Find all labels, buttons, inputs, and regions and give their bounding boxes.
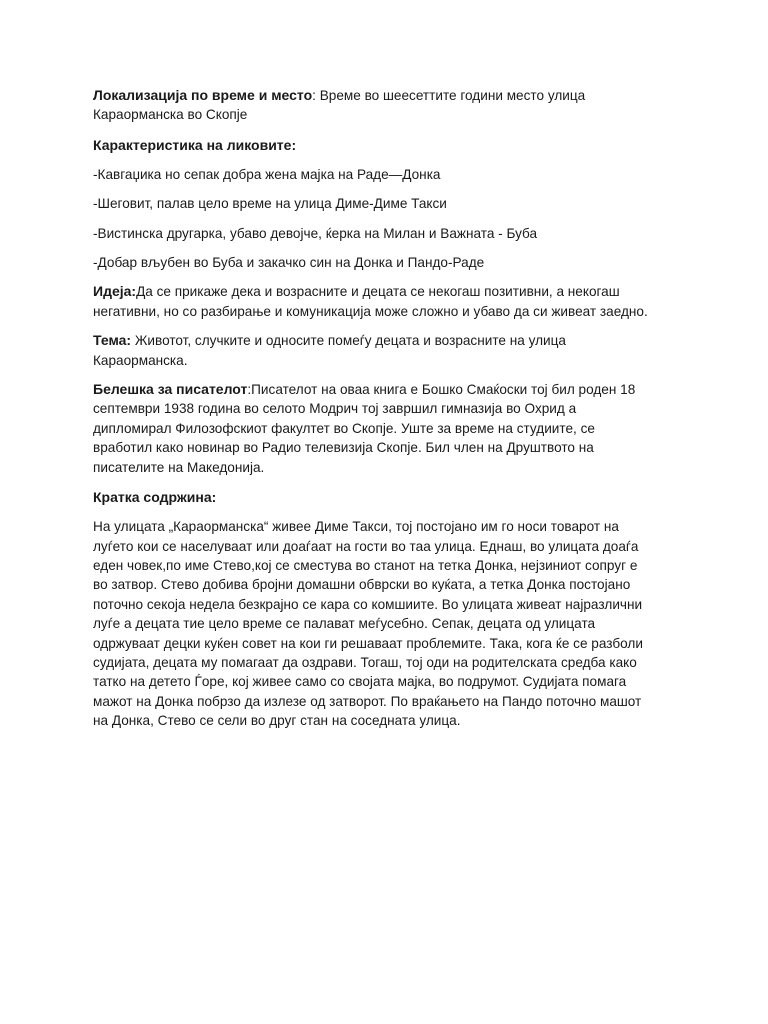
theme-label: Тема: — [93, 332, 132, 349]
localization-label: Локализација по време и место — [93, 87, 313, 103]
localization-text: : Време во шеесеттите години место улица Караорманска во Скопје — [93, 88, 586, 123]
summary-heading-label: Кратка содржина: — [93, 489, 217, 506]
idea-paragraph — [93, 282, 653, 321]
theme-paragraph — [93, 331, 653, 370]
localization-paragraph — [93, 86, 653, 125]
characters-heading-label: Карактеристика на ликовите: — [93, 136, 297, 153]
theme-text: Животот, случките и односите помеѓу децата и возрасните на улица Караорманска. — [93, 333, 566, 368]
author-note-text: :Писателот на оваа книга е Бошко Смаќоски тој бил роден 18 септември 1938 година во селото Модрич тој завршил гимназија во Охрид а дипломирал Филозофскиот факултет во Скопје. Уште за време на студиите, се вработил како новинар во Радио телевизија Скопје. Бил член на Друштвото на писателите на Македонија. — [93, 382, 636, 475]
idea-label: Идеја: — [93, 283, 137, 300]
author-note-paragraph — [93, 380, 653, 477]
character-item: -Добар вљубен во Буба и закачко син на Донка и Пандо-Раде — [93, 255, 485, 271]
character-item: -Вистинска другарка, убаво девојче, ќерка на Милан и Важната - Буба — [93, 225, 538, 241]
character-item: -Кавгаџика но сепак добра жена мајка на Раде—Донка — [93, 166, 441, 182]
characters-heading — [93, 135, 653, 155]
summary-text: На улицата „Караорманска“ живее Диме Такси, тој постојано им го носи товарот на луѓето кои се населуваат или доаѓаат на гости во таа улица. Еднаш, во улицата доаѓа еден човек,по име Стево,кој се сместува во станот на тетка Донка, нејзиниот сопруг е во затвор. Стево добива бројни домашни обврски во куќата, а тетка Донка постојано поточно секоја недела безкрајно се кара со комшиите. Во улицата живеат најразлични луѓе а децата тие цело време се палават меѓусебно. Сепак, децата од улицата одржуваат децки куќен совет на кои ги решаваат проблемите. Така, кога ќе се разболи судијата, децата му помагаат да оздрави. Тогаш, тој оди на родителската средба како татко на детето Ѓоре, кој живее само со својата мајка, во подрумот. Судијата помага мажот на Донка побрзо да излезе од затворот. По враќањето на Пандо поточно машот на Донка, Стево се сели во друг стан на соседната улица. — [93, 519, 643, 729]
character-item: -Шеговит, палав цело време на улица Диме-Диме Такси — [93, 196, 447, 212]
summary-heading — [93, 487, 653, 507]
author-note-label: Белешка за писателот — [93, 381, 248, 398]
document-page — [93, 86, 653, 731]
idea-text: Да се прикаже дека и возрасните и децата се некогаш позитивни, а некогаш негативни, но со разбирање и комуникација може сложно и убаво да си живеат заедно. — [93, 284, 648, 319]
